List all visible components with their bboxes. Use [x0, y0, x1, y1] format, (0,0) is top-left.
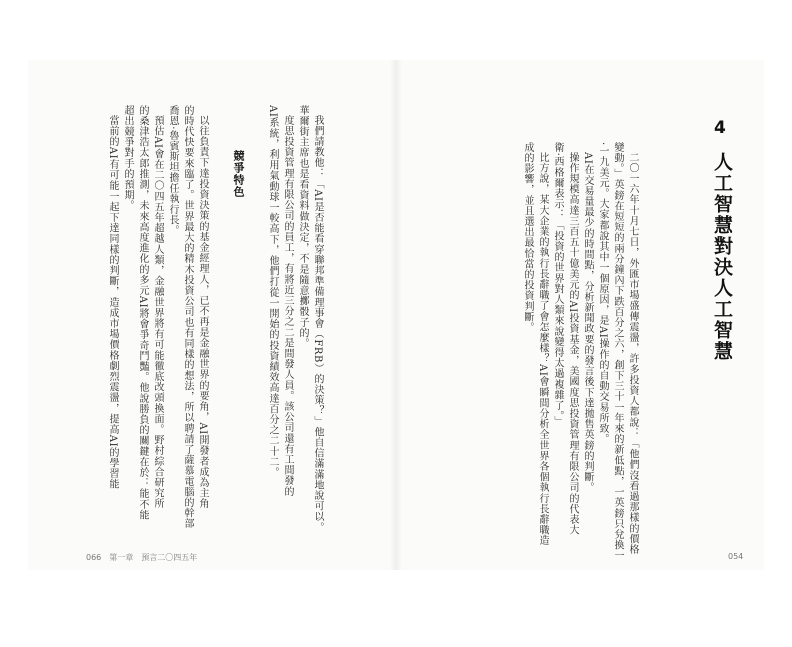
body-column: 衛‧西格爾表示：「投資的世界對人類來說變得太過複雜了。」 [552, 142, 563, 427]
body-column: 當前的AI有可能一起下達同樣的判斷，造成市場價格劇烈震盪，提高AI的學習能 [107, 115, 118, 490]
page-number: 054 [728, 552, 744, 561]
body-column: 超出競爭對手的預期。 [122, 105, 133, 211]
body-column: 的時代快要來臨了。世界最大的精木投資公司也有同樣的想法，所以聘請了薩慕電腦的幹部 [182, 105, 193, 529]
body-column: 二〇一六年十月七日，外匯市場盛傳震盪，許多投資人都說：「他們沒看過那樣的價格 [627, 152, 638, 555]
body-column: 度思投資管理有限公司的員工，有將近三分之二是間發人員。該公司還有工間發的 [282, 115, 293, 497]
body-column: 比方說，某大企業的執行長辭職了會怎麼樣？AI會瞬間分析全世界各個執行長辭職造 [537, 152, 548, 546]
body-column: AI在交易量最少的時間點，分析新聞政要的發言後下達拋售英鎊的判斷。 [582, 152, 593, 493]
body-column: 操作規模高達三百五十億美元的AI投資基金，美國度思投資管理有限公司的代表大 [567, 152, 578, 536]
body-column: 華爾街主席也是看資料做決定，不是隨意擲骰子的。 [297, 105, 308, 349]
body-column: 的桑津浩太郎推測，未來高度進化的多元AI將會爭奇鬥豔。他說勝負的關鍵在於：能不能 [137, 105, 148, 521]
book-spread [28, 60, 764, 570]
left-page [28, 60, 396, 570]
body-column: 變動。」英鎊在短短的兩分鐘內下跌百分之六，創下三十一年來的新低點，一英鎊只兌換一 [612, 142, 623, 561]
body-column: AI系統，利用氣動球一較高下，他們打從一開始的投資績效高達百分之二十二。 [267, 105, 278, 478]
body-column: ‧一九美元。大家都說其中一個原因，是AI操作的自動交易所致。 [597, 142, 608, 445]
chapter-title: 人工智慧對決人工智慧 [711, 152, 733, 362]
body-column: 我們請教他：「AI是否能看穿聯邦準備理事會（FRB）的決策？」他自信滿滿地說可以。 [312, 115, 323, 533]
body-column: 以往負責下達投資決策的基金經理人，已不再是金融世界的要角，AI開發者成為主角 [197, 115, 208, 509]
book-gutter [390, 60, 402, 570]
section-heading: 競爭特色 [232, 150, 245, 198]
chapter-number: 4 [714, 118, 726, 138]
footer-left: 066 第一章 預言二〇四五年 [86, 553, 198, 562]
body-column: 喬恩‧魯賓斯坦擔任執行長。 [167, 105, 178, 236]
body-column: 成的影響，並且選出最恰當的投資判斷。 [522, 142, 533, 333]
body-column: 預估AI會在二〇四五年超越人類，金融世界將有可能徹底改頭換面。野村綜合研究所 [152, 115, 163, 509]
